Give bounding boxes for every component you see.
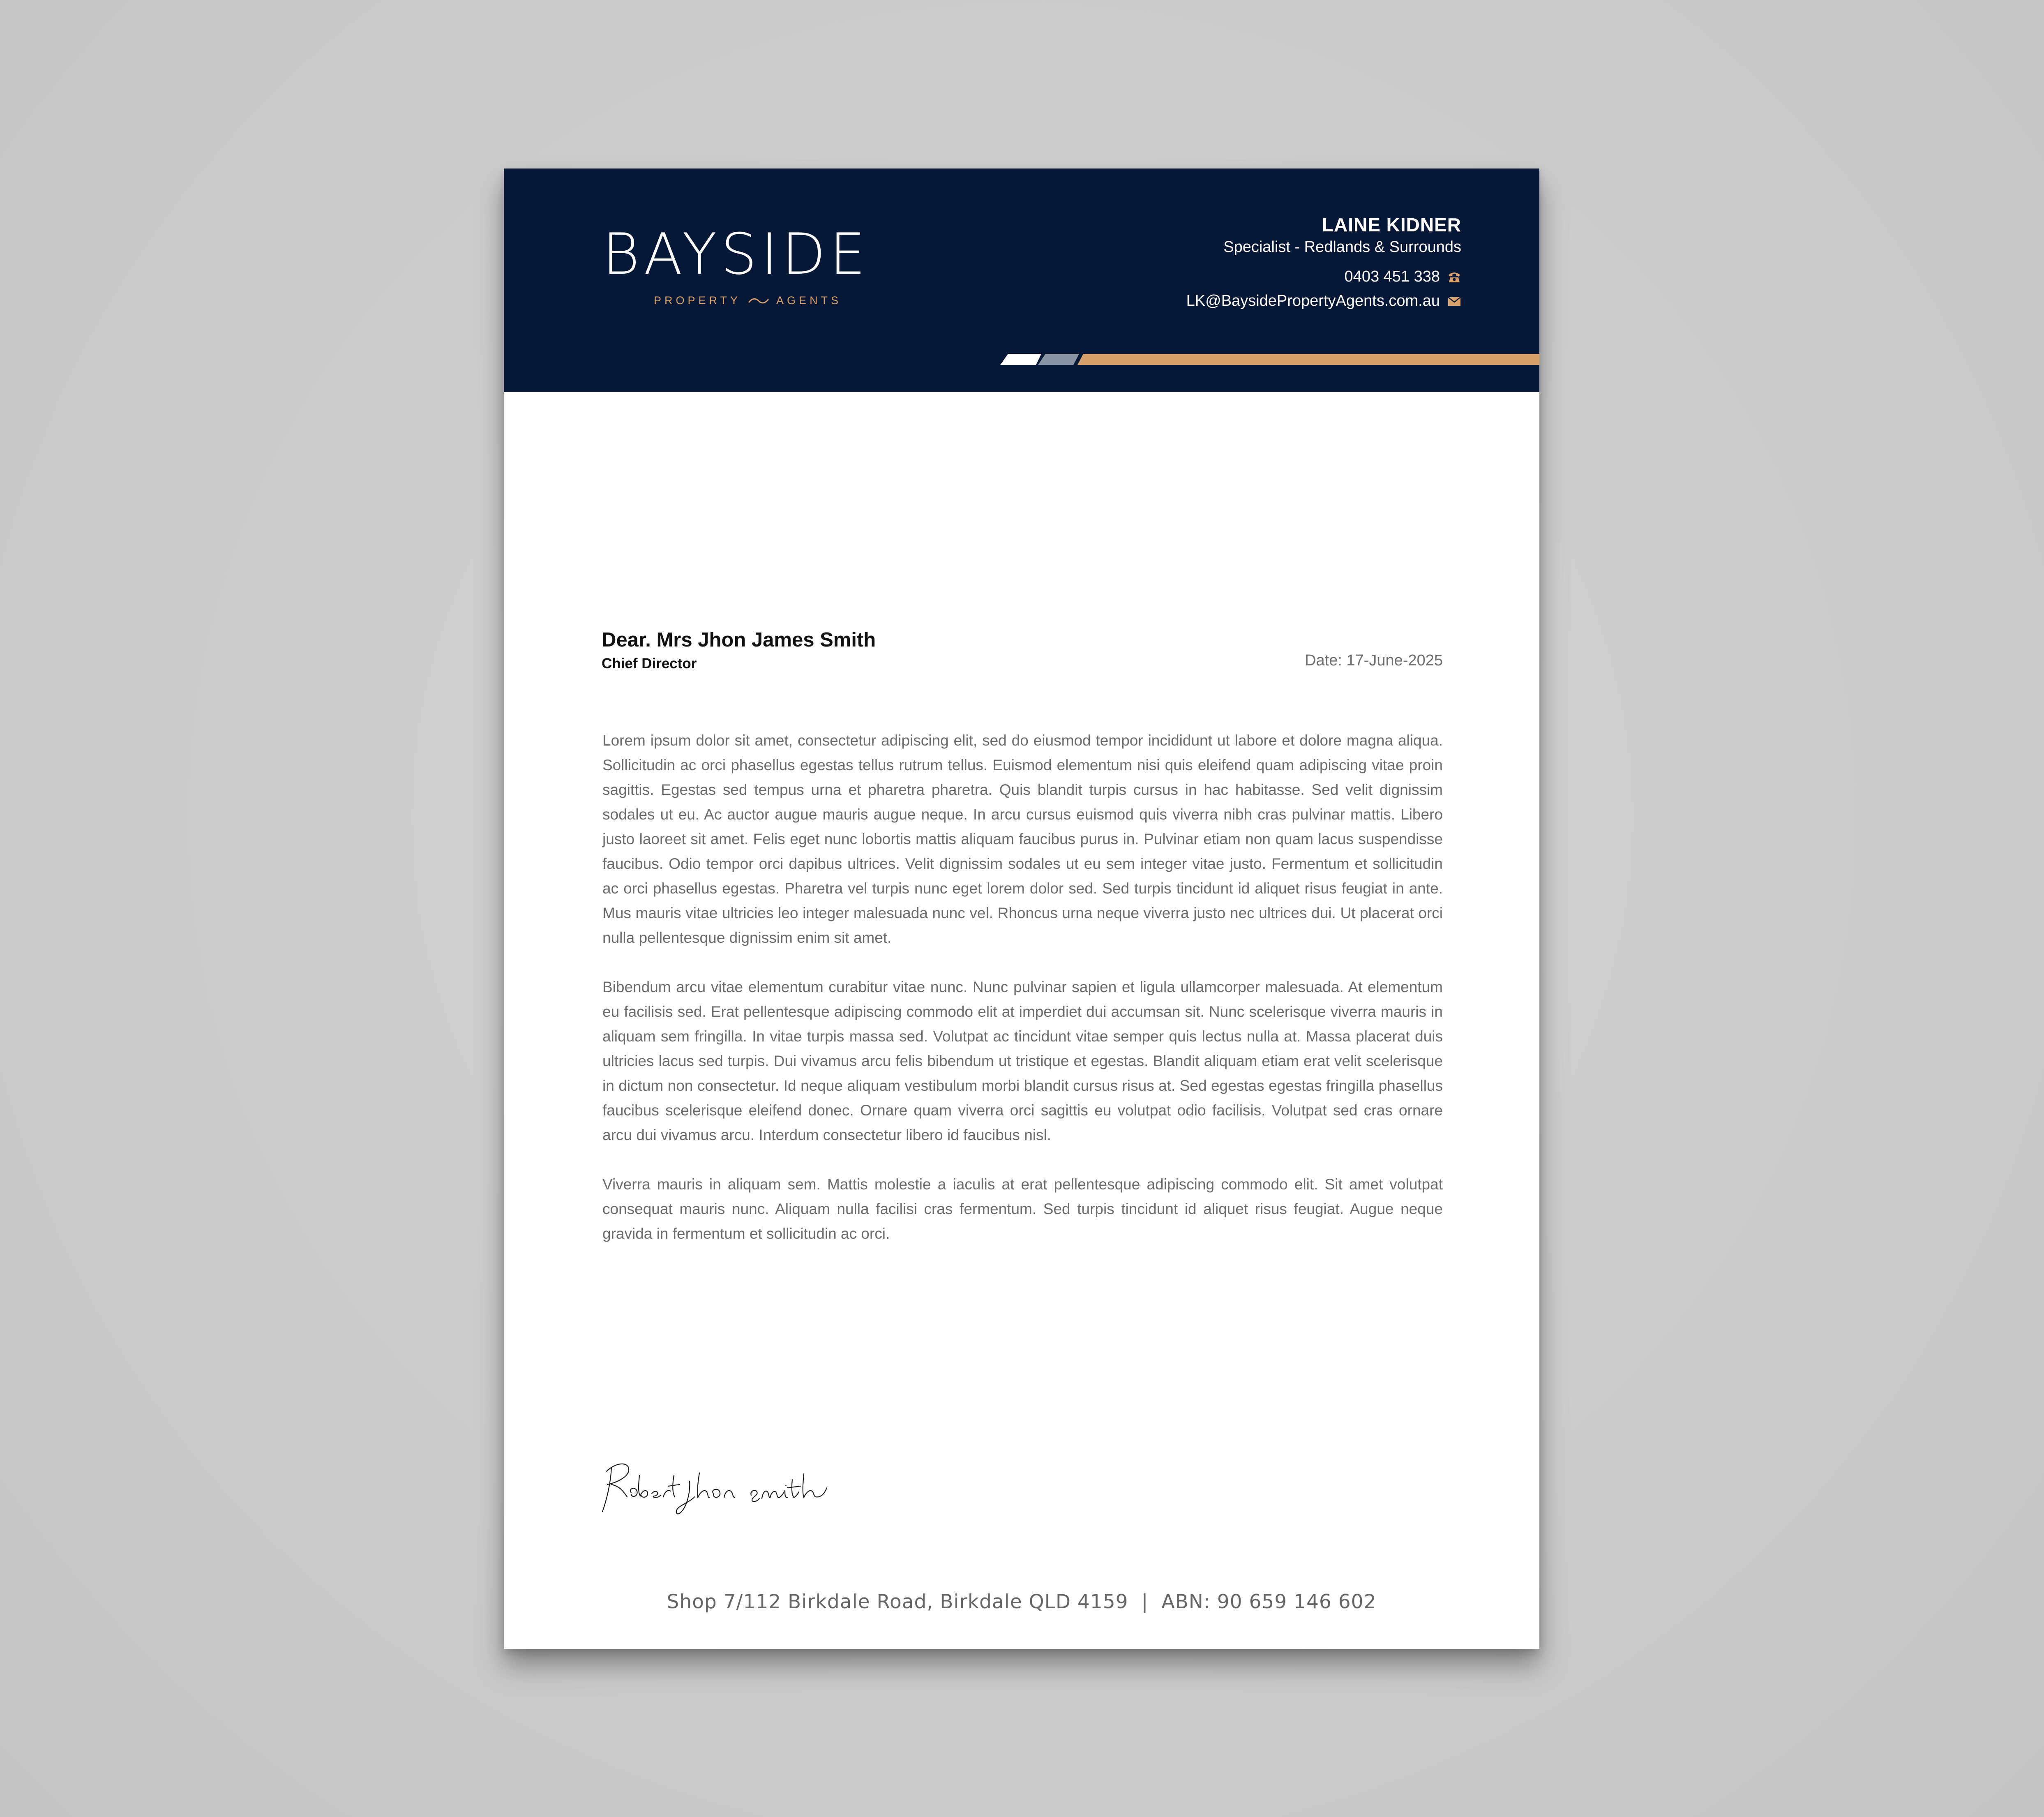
stripe-gold xyxy=(1077,354,1539,365)
letterhead-header xyxy=(504,169,1539,392)
footer-address: Shop 7/112 Birkdale Road, Birkdale QLD 4159 xyxy=(667,1591,1128,1613)
letter-date: Date: 17-June-2025 xyxy=(1305,652,1443,669)
letter-footer xyxy=(504,1591,1539,1613)
phone-number: 0403 451 338 xyxy=(1344,268,1440,285)
logo-tagline-right: AGENTS xyxy=(776,294,842,307)
salutation-block xyxy=(602,628,876,672)
email-address: LK@BaysidePropertyAgents.com.au xyxy=(1186,292,1440,310)
accent-stripes xyxy=(504,169,1539,392)
stripe-white xyxy=(1000,354,1041,365)
logo-wordmark: BAYSIDE xyxy=(602,221,870,287)
logo-tagline-left: PROPERTY xyxy=(654,294,741,307)
recipient-role: Chief Director xyxy=(602,655,697,672)
handwritten-signature xyxy=(599,1459,829,1521)
footer-abn: ABN: 90 659 146 602 xyxy=(1161,1591,1377,1613)
body-paragraph: Bibendum arcu vitae elementum curabitur vitae nunc. Nunc pulvinar sapien et ligula ullamcorper malesuada. At elementum eu facilisis sed. Erat pellentesque adipiscing commodo elit at imperdiet dui accumsan sit. Nunc scelerisque viverra mauris in aliquam sem fringilla. In vitae turpis massa sed. Volutpat ac tincidunt vitae semper quis lectus nulla at. Massa placerat duis ultricies lacus sed turpis. Dui vivamus arcu felis bibendum ut tristique et egestas. Blandit aliquam etiam erat velit scelerisque in dictum non consectetur. Id neque aliquam vestibulum morbi blandit cursus risus at. Sed egestas egestas fringilla phasellus faucibus scelerisque eleifend donec. Ornare quam viverra orci sagittis eu volutpat odio facilisis. Volutpat sed cras ornare arcu dui vivamus arcu. Interdum consectetur libero id faucibus nisl. xyxy=(602,979,1443,1143)
stripe-grey xyxy=(1038,354,1079,365)
body-paragraph: Viverra mauris in aliquam sem. Mattis molestie a iaculis at erat pellentesque adipiscing commodo elit. Sit amet volutpat consequat mauris nunc. Aliquam nulla facilisi cras fermentum. Sed turpis tincidunt id aliquet risus feugiat. Augue neque gravida in fermentum et sollicitudin ac orci. xyxy=(602,1176,1443,1242)
salutation-name: Dear. Mrs Jhon James Smith xyxy=(602,629,876,651)
letter-body xyxy=(602,728,1443,1271)
agent-title: Specialist - Redlands & Surrounds xyxy=(1223,238,1461,256)
agent-name: LAINE KIDNER xyxy=(1322,214,1461,235)
letterhead-sheet xyxy=(504,169,1539,1649)
footer-separator: | xyxy=(1141,1591,1149,1613)
body-paragraph: Lorem ipsum dolor sit amet, consectetur adipiscing elit, sed do eiusmod tempor incididunt ut labore et dolore magna aliqua. Sollicitudin ac orci phasellus egestas tellus rutrum tellus. Euismod elementum nisi quis eleifend quam adipiscing vitae proin sagittis. Egestas sed tempus urna et pharetra pharetra. Quis blandit turpis cursus in hac habitasse. Sed velit dignissim sodales ut eu. Ac auctor augue mauris augue neque. In arcu cursus euismod quis viverra nibh cras pulvinar mattis. Libero justo laoreet sit amet. Felis eget nunc lobortis mattis aliquam faucibus purus in. Pulvinar etiam non quam lacus suspendisse faucibus. Odio tempor orci dapibus ultrices. Velit dignissim sodales ut eu sem integer vitae justo. Fermentum et sollicitudin ac orci phasellus egestas. Pharetra vel turpis nunc eget lorem dolor sed. Sed turpis tincidunt id aliquet risus feugiat in ante. Mus mauris vitae ultricies leo integer malesuada nunc vel. Rhoncus urna neque viverra justo nec ultrices dui. Ut placerat orci nulla pellentesque dignissim enim sit amet. xyxy=(602,732,1443,946)
